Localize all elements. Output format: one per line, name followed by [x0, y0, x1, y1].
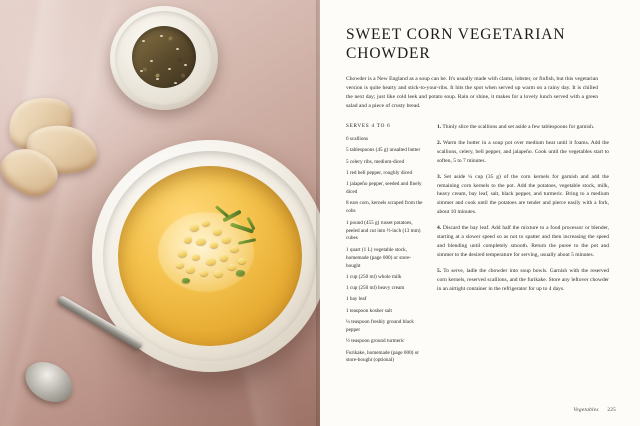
- instructions-column: [437, 123, 609, 369]
- step-text: To serve, ladle the chowder into soup bowls. Garnish with the reserved corn kernels, reserved scallions, and the furikake. Store any leftover chowder in an airtight container in the refrigerator for up to 4 days.: [437, 267, 609, 292]
- list-item: 1 cup (250 ml) whole milk: [346, 273, 402, 280]
- list-item: 1 bay leaf: [346, 296, 367, 303]
- instruction-step: [437, 224, 609, 260]
- list-item: 1 teaspoon kosher salt: [346, 307, 392, 314]
- instruction-step: [437, 139, 609, 166]
- list-item: 5 celery ribs, medium-diced: [346, 158, 405, 165]
- step-number: 3.: [437, 173, 442, 180]
- list-item: 5 tablespoons (45 g) unsalted butter: [346, 147, 421, 154]
- ingredients-column: [346, 123, 424, 369]
- page-number: 225: [607, 407, 616, 413]
- step-number: 2.: [437, 139, 442, 146]
- list-item: 1 quart (1 L) vegetable stock, homemade (page 000) or store-bought: [346, 246, 412, 269]
- list-item: 1 jalapeño pepper, seeded and finely diced: [346, 181, 422, 196]
- step-text: Set aside ¼ cup (35 g) of the corn kernels for garnish and add the remaining corn kernels to the pot. Add the potatoes, vegetable stock, milk, heavy cream, bay leaf, salt, black pepper, and turmeric. Bring to a medium simmer and cook until the potatoes are tender and pierce easily with a fork, about 10 minutes.: [437, 173, 609, 216]
- furikake-seasoning: [132, 26, 196, 88]
- recipe-headnote: Chowder is a New England as a soup can be. It's usually made with clams, lobster, or finfish, but this vegetarian version is quite hearty and stick-to-your-ribs. It hits the spot when served up warm on a rainy day. It is chilled the next day; just like cold leek and potato soup. Rain or shine, it makes for a lovely lunch served with a green salad and a piece of crusty bread.: [346, 75, 598, 109]
- step-text: Thinly slice the scallions and set aside a few tablespoons for garnish.: [442, 124, 595, 130]
- list-item: 6 scallions: [346, 136, 369, 142]
- recipe-columns: [346, 123, 616, 369]
- page-title: SWEET CORN VEGETARIAN CHOWDER: [346, 26, 566, 62]
- instruction-step: [437, 123, 609, 132]
- instruction-step: [437, 173, 609, 218]
- list-item: ¼ teaspoon freshly ground black pepper: [346, 319, 414, 333]
- list-item: Furikake, homemade (page 000) or store-bought (optional): [346, 349, 420, 364]
- corn-chowder-soup: [118, 166, 302, 346]
- list-item: 1 pound (455 g) russet potatoes, peeled and cut into ½-inch (13 mm) cubes: [346, 219, 421, 242]
- chapter-name: Vegetables: [573, 407, 599, 413]
- list-item: 1 cup (250 ml) heavy cream: [346, 285, 405, 292]
- step-number: 4.: [437, 225, 442, 232]
- step-text: Warm the butter in a soup pot over medium heat until it foams. Add the scallions, celery, bell pepper, and jalapeño. Cook until the vegetables start to soften, 5 to 7 minutes.: [437, 139, 609, 164]
- instruction-step: [437, 267, 609, 294]
- page-footer: [574, 407, 616, 413]
- list-item: 1 red bell pepper, roughly diced: [346, 169, 413, 176]
- serves-label: SERVES 4 TO 6: [346, 123, 391, 129]
- recipe-page: [320, 0, 640, 426]
- step-number: 5.: [437, 267, 442, 274]
- list-item: 8 ears corn, kernels scraped from the cobs: [346, 200, 423, 215]
- list-item: ½ teaspoon ground turmeric: [346, 338, 405, 345]
- step-text: Discard the bay leaf. Add half the mixture to a food processor or blender, starting at a slower speed so as not to spatter and then increasing the speed and blending until completely smooth. Return the puree to the pot and simmer to the desired temperature for serving, usually about 5 minutes.: [437, 225, 609, 258]
- ingredients-list: [346, 136, 424, 365]
- furikake-bowl: [110, 6, 218, 110]
- step-number: 1.: [437, 124, 442, 130]
